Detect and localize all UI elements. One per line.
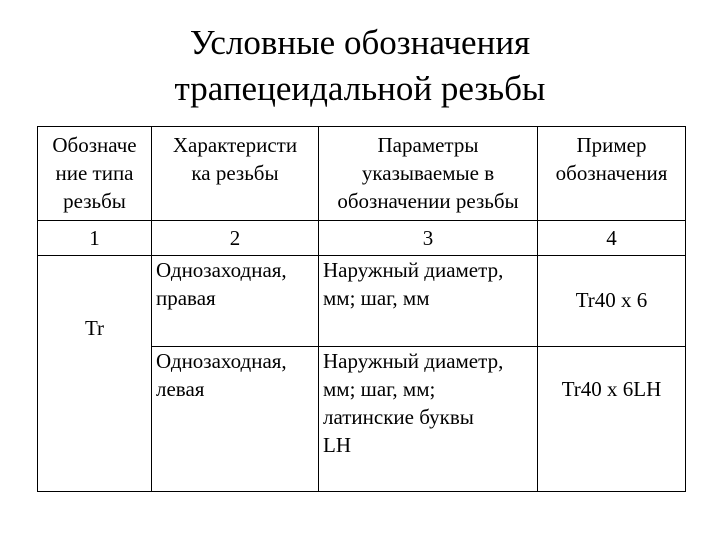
header-example: Пример обозначения bbox=[538, 127, 686, 221]
column-number: 4 bbox=[538, 221, 686, 256]
header-parameters: Параметры указываемые в обозначении резьбы bbox=[319, 127, 538, 221]
header-characteristic: Характеристи ка резьбы bbox=[152, 127, 319, 221]
slide-title bbox=[0, 20, 720, 112]
table-header-row bbox=[38, 127, 686, 221]
characteristic-cell: Однозаходная, левая bbox=[152, 347, 319, 492]
parameters-cell: Наружный диаметр, мм; шаг, мм; латинские буквы LH bbox=[319, 347, 538, 492]
example-cell: Tr40 x 6LH bbox=[538, 347, 686, 492]
column-number: 2 bbox=[152, 221, 319, 256]
title-line-1: Условные обозначения bbox=[189, 23, 531, 62]
title-line-2: трапецеидальной резьбы bbox=[174, 69, 546, 108]
characteristic-cell: Однозаходная, правая bbox=[152, 256, 319, 347]
thread-designation-table bbox=[37, 126, 686, 492]
table-row bbox=[38, 256, 686, 347]
thread-type-cell: Tr bbox=[38, 256, 152, 492]
header-thread-type: Обозначе ние типа резьбы bbox=[38, 127, 152, 221]
column-number-row bbox=[38, 221, 686, 256]
column-number: 1 bbox=[38, 221, 152, 256]
parameters-cell: Наружный диаметр, мм; шаг, мм bbox=[319, 256, 538, 347]
example-cell: Tr40 x 6 bbox=[538, 256, 686, 347]
column-number: 3 bbox=[319, 221, 538, 256]
